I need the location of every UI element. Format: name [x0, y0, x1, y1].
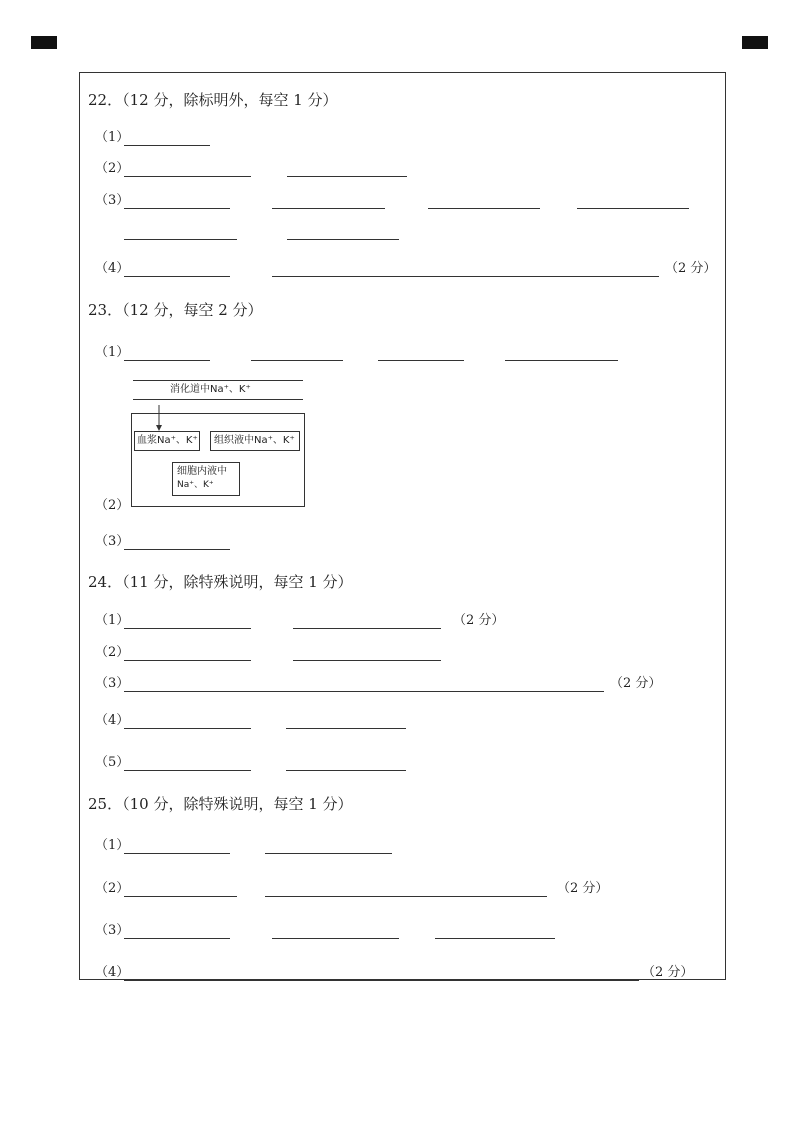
q25-1-blank-2[interactable]	[265, 853, 392, 854]
q24-item-2-label: （2）	[95, 645, 130, 660]
diagram-arrow	[150, 405, 170, 433]
q22-1-blank-1[interactable]	[124, 145, 210, 146]
q25-2-blank-2[interactable]	[265, 896, 547, 897]
diagram-plasma-label: 血浆Na⁺、K⁺	[137, 435, 198, 446]
q23-item-3-label: （3）	[95, 534, 130, 549]
q24-item-4-label: （4）	[95, 713, 130, 728]
q23-3-blank-1[interactable]	[124, 549, 230, 550]
diagram-digestive-label: 消化道中Na⁺、K⁺	[170, 384, 251, 395]
q24-3-blank-1[interactable]	[124, 691, 604, 692]
q23-1-blank-2[interactable]	[251, 360, 343, 361]
corner-marker-left	[31, 36, 57, 49]
q25-heading: 25．（10 分，除特殊说明，每空 1 分）	[88, 795, 353, 813]
q24-1-blank-1[interactable]	[124, 628, 251, 629]
q22-3-blank-4[interactable]	[577, 208, 689, 209]
q22-3-blank-1[interactable]	[124, 208, 230, 209]
q25-item-4-label: （4）	[95, 965, 130, 980]
q24-3-score: （2 分）	[610, 676, 662, 691]
q24-item-5-label: （5）	[95, 755, 130, 770]
diagram-top-line	[133, 380, 303, 381]
q23-item-2-label: （2）	[95, 498, 130, 513]
q24-item-3-label: （3）	[95, 676, 130, 691]
q25-3-blank-3[interactable]	[435, 938, 555, 939]
q22-item-1-label: （1）	[95, 130, 130, 145]
q22-2-blank-2[interactable]	[287, 176, 407, 177]
q24-2-blank-2[interactable]	[293, 660, 441, 661]
q25-3-blank-1[interactable]	[124, 938, 230, 939]
q22-4-blank-2[interactable]	[272, 276, 659, 277]
q24-5-blank-1[interactable]	[124, 770, 251, 771]
q22-3-blank-6[interactable]	[287, 239, 399, 240]
q22-heading: 22．（12 分，除标明外，每空 1 分）	[88, 91, 338, 109]
q25-item-3-label: （3）	[95, 923, 130, 938]
q25-item-2-label: （2）	[95, 881, 130, 896]
q22-item-2-label: （2）	[95, 161, 130, 176]
q25-3-blank-2[interactable]	[272, 938, 399, 939]
q24-4-blank-2[interactable]	[286, 728, 406, 729]
q25-item-1-label: （1）	[95, 838, 130, 853]
q24-1-blank-2[interactable]	[293, 628, 441, 629]
q25-1-blank-1[interactable]	[124, 853, 230, 854]
q24-heading: 24．（11 分，除特殊说明，每空 1 分）	[88, 573, 353, 591]
q23-1-blank-1[interactable]	[124, 360, 210, 361]
q24-4-blank-1[interactable]	[124, 728, 251, 729]
q22-4-score: （2 分）	[665, 261, 717, 276]
q22-3-blank-3[interactable]	[428, 208, 540, 209]
corner-marker-right	[742, 36, 768, 49]
diagram-cell-label-2: Na⁺、K⁺	[177, 480, 214, 490]
q22-4-blank-1[interactable]	[124, 276, 230, 277]
q23-1-blank-3[interactable]	[378, 360, 464, 361]
q25-4-score: （2 分）	[642, 965, 694, 980]
q24-5-blank-2[interactable]	[286, 770, 406, 771]
q24-2-blank-1[interactable]	[124, 660, 251, 661]
q25-2-blank-1[interactable]	[124, 896, 237, 897]
diagram-cell-label-1: 细胞内液中	[177, 466, 227, 477]
q23-item-1-label: （1）	[95, 345, 130, 360]
q23-heading: 23．（12 分，每空 2 分）	[88, 301, 263, 319]
q24-1-score: （2 分）	[453, 613, 505, 628]
diagram-tissue-label: 组织液中Na⁺、K⁺	[214, 435, 295, 446]
q22-item-3-label: （3）	[95, 193, 130, 208]
q25-4-blank-1[interactable]	[124, 980, 639, 981]
diagram-second-line	[133, 399, 303, 400]
q25-2-score: （2 分）	[557, 881, 609, 896]
q24-item-1-label: （1）	[95, 613, 130, 628]
q22-3-blank-2[interactable]	[272, 208, 385, 209]
q22-3-blank-5[interactable]	[124, 239, 237, 240]
q23-1-blank-4[interactable]	[505, 360, 618, 361]
q22-item-4-label: （4）	[95, 261, 130, 276]
q22-2-blank-1[interactable]	[124, 176, 251, 177]
